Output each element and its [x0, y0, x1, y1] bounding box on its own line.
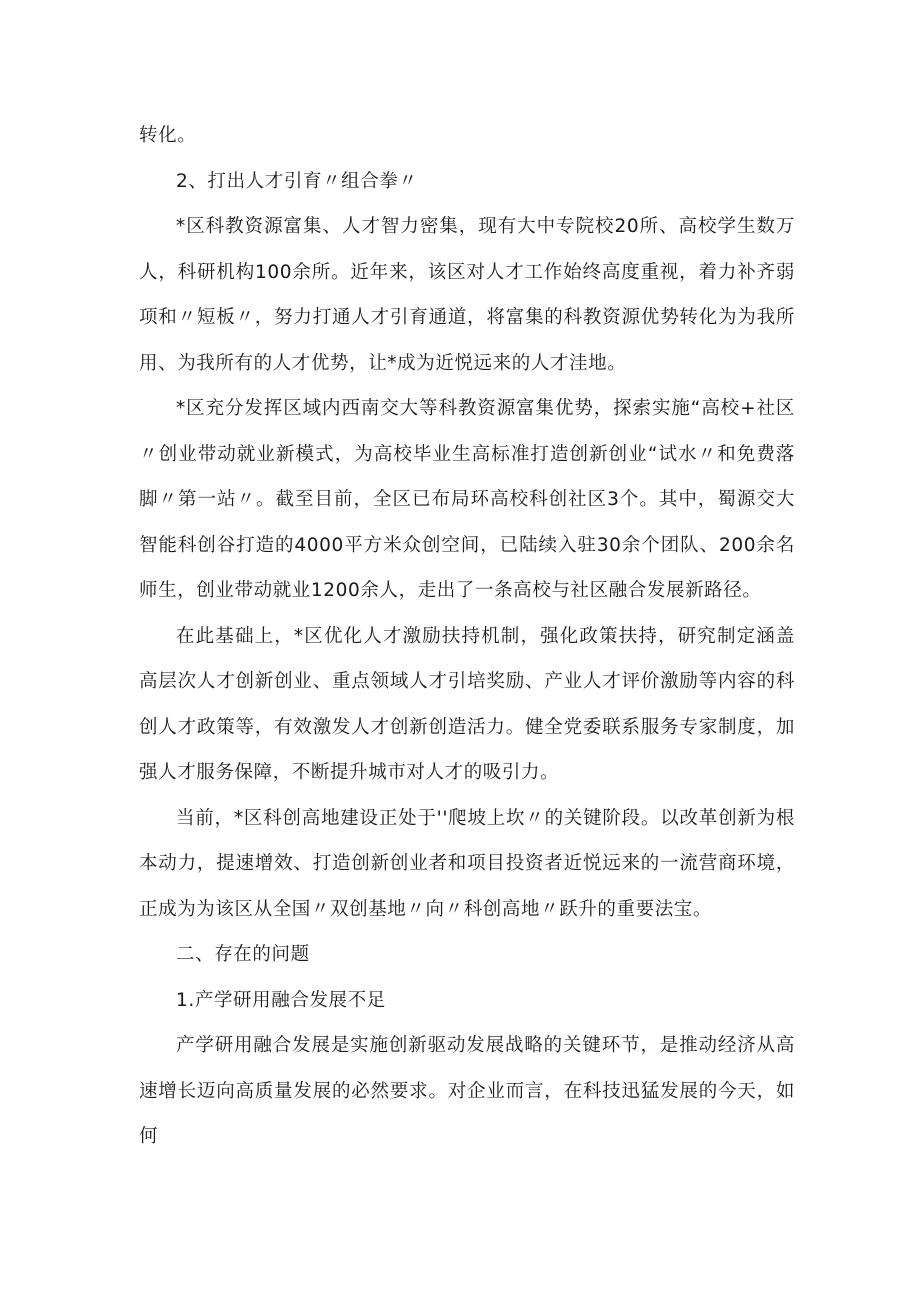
paragraph-current-stage: 当前，*区科创高地建设正处于''爬坡上坎〃的关键阶段。以改革创新为根本动力，提速增效、打造创新创业者和项目投资者近悦远来的一流营商环境，正成为为该区从全国〃双创基地〃向〃科创高地〃跃升的重要法宝。 — [139, 807, 795, 920]
section-heading-talent: 2、打出人才引育〃组合拳〃 — [176, 170, 418, 192]
paragraph-incentive-mechanism: 在此基础上，*区优化人才激励扶持机制，强化政策扶持，研究制定涵盖高层次人才创新创业、重点领域人才引培奖励、产业人才评价激励等内容的科创人才政策等，有效激发人才创新创造活力。健全党委联系服务专家制度，加强人才服务保障，不断提升城市对人才的吸引力。 — [139, 625, 795, 783]
document-body — [139, 113, 795, 1160]
section-heading-problems: 二、存在的问题 — [176, 944, 310, 965]
paragraph-university-community: *区充分发挥区域内西南交大等科教资源富集优势，探索实施“高校+社区〃创业带动就业新模式，为高校毕业生高标准打造创新创业“试水〃和免费落脚〃第一站〃。截至目前，全区已布局环高校科创社区3个。其中，蜀源交大智能科创谷打造的4000平方米众创空间，已陆续入驻30余个团队、200余名师生，创业带动就业1200余人，走出了一条高校与社区融合发展新路径。 — [139, 398, 795, 601]
subsection-heading-integration: 1.产学研用融合发展不足 — [176, 989, 386, 1011]
paragraph-talent-resources: *区科教资源富集、人才智力密集，现有大中专院校20所、高校学生数万人，科研机构100余所。近年来，该区对人才工作始终高度重视，着力补齐弱项和〃短板〃，努力打通人才引育通道，将富集的科教资源优势转化为为我所用、为我所有的人才优势，让*成为近悦远来的人才洼地。 — [139, 216, 795, 374]
paragraph-integration: 产学研用融合发展是实施创新驱动发展战略的关键环节，是推动经济从高速增长迈向高质量发展的必然要求。对企业而言，在科技迅猛发展的今天，如何 — [139, 1035, 795, 1147]
paragraph-continuation: 转化。 — [139, 125, 197, 146]
